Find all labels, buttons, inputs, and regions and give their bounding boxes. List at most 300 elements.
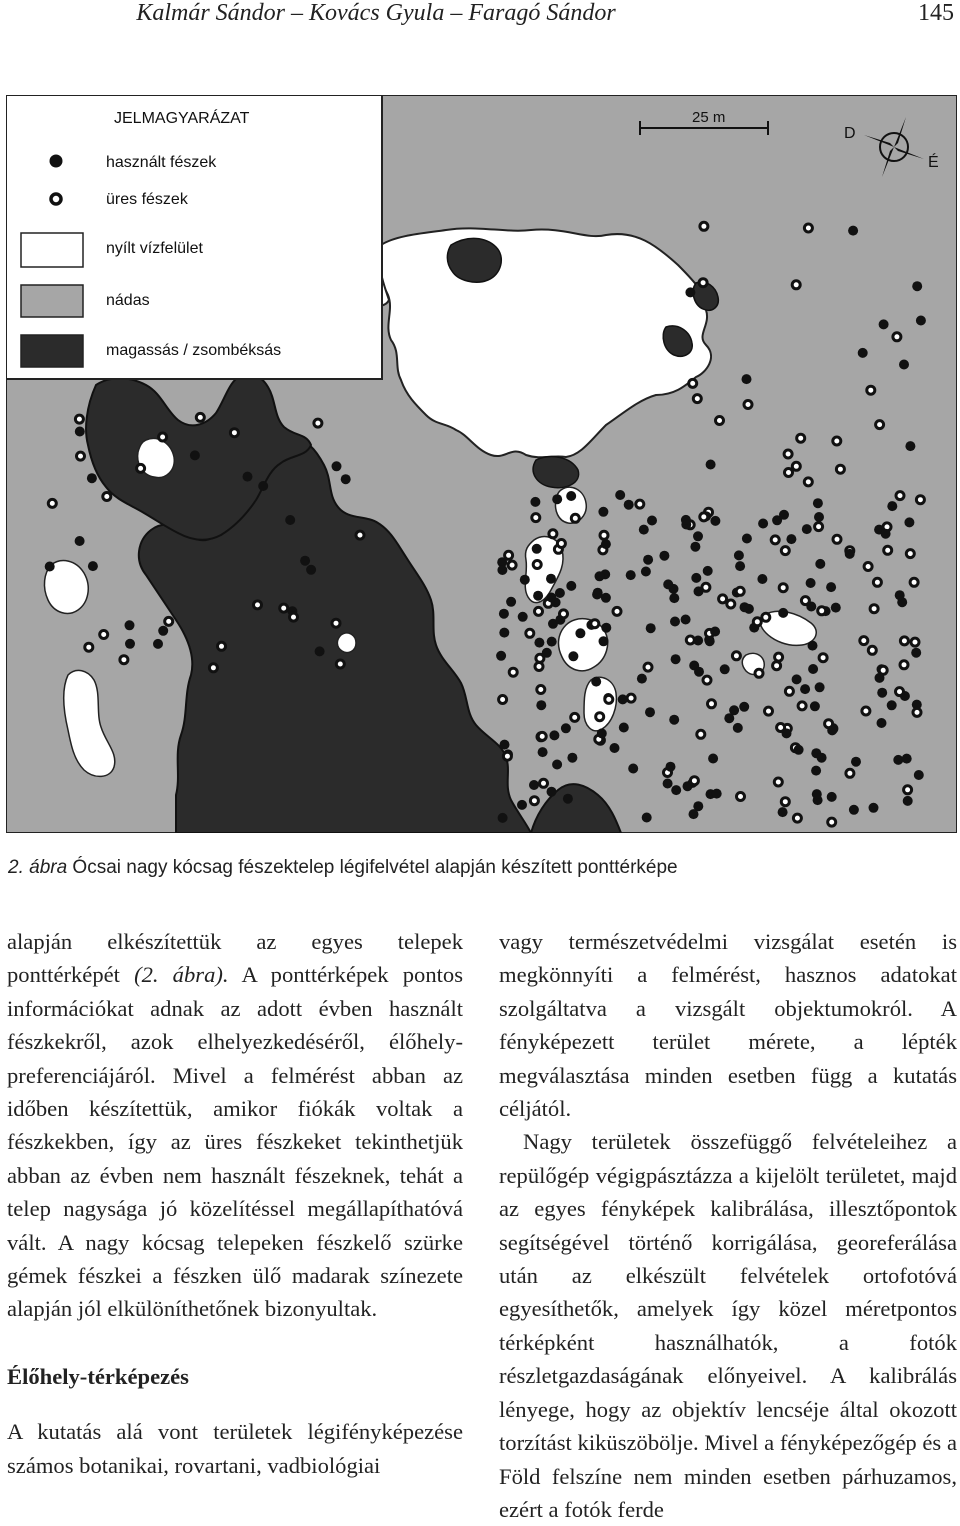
legend-used-nest-dot xyxy=(50,155,63,168)
used-nest-marker xyxy=(812,789,822,799)
used-nest-marker xyxy=(703,566,713,576)
used-nest-marker xyxy=(779,510,789,520)
empty-nest-marker xyxy=(356,531,364,539)
used-nest-marker xyxy=(499,609,509,619)
used-nest-marker xyxy=(601,593,611,603)
empty-nest-marker xyxy=(336,660,344,668)
figure-caption-text: Ócsai nagy kócsag fészektelep légifelvétel alapján készített ponttérképe xyxy=(67,857,678,878)
used-nest-marker xyxy=(637,674,647,684)
empty-nest-marker xyxy=(591,620,599,628)
used-nest-marker xyxy=(869,803,879,813)
empty-nest-marker xyxy=(571,514,579,522)
empty-nest-marker xyxy=(690,777,698,785)
empty-nest-marker xyxy=(860,637,868,645)
used-nest-marker xyxy=(794,745,804,755)
figure-caption-label: 2. ábra xyxy=(8,857,68,878)
used-nest-marker xyxy=(875,673,885,683)
used-nest-marker xyxy=(628,764,638,774)
used-nest-marker xyxy=(517,800,527,810)
empty-nest-marker xyxy=(290,613,298,621)
used-nest-marker xyxy=(810,701,820,711)
empty-nest-marker xyxy=(627,694,635,702)
empty-nest-marker xyxy=(862,707,870,715)
empty-nest-marker xyxy=(689,379,697,387)
empty-nest-marker xyxy=(744,401,752,409)
empty-nest-marker xyxy=(503,752,511,760)
used-nest-marker xyxy=(532,544,542,554)
used-nest-marker xyxy=(500,740,510,750)
used-nest-marker xyxy=(566,581,576,591)
used-nest-marker xyxy=(306,565,316,575)
empty-nest-marker xyxy=(719,595,727,603)
empty-nest-marker xyxy=(48,499,56,507)
scale-label: 25 m xyxy=(692,109,726,126)
empty-nest-marker xyxy=(868,646,876,654)
used-nest-marker xyxy=(827,725,837,735)
empty-nest-marker xyxy=(538,732,546,740)
empty-nest-marker xyxy=(508,561,516,569)
empty-nest-marker xyxy=(560,610,568,618)
empty-nest-marker xyxy=(700,222,708,230)
empty-nest-marker xyxy=(911,638,919,646)
used-nest-marker xyxy=(646,623,656,633)
used-nest-marker xyxy=(671,785,681,795)
empty-nest-marker xyxy=(916,496,924,504)
empty-nest-marker xyxy=(801,597,809,605)
used-nest-marker xyxy=(815,559,825,569)
used-nest-marker xyxy=(315,646,325,656)
used-nest-marker xyxy=(778,807,788,817)
legend-label-used-nest: használt fészek xyxy=(106,154,217,171)
used-nest-marker xyxy=(708,754,718,764)
used-nest-marker xyxy=(693,636,703,646)
figure-caption xyxy=(8,856,958,880)
empty-nest-marker xyxy=(85,643,93,651)
used-nest-marker xyxy=(848,226,858,236)
empty-nest-marker xyxy=(771,536,779,544)
empty-nest-marker xyxy=(815,523,823,531)
used-nest-marker xyxy=(681,515,691,525)
used-nest-marker xyxy=(659,551,669,561)
used-nest-marker xyxy=(190,450,200,460)
used-nest-marker xyxy=(902,754,912,764)
used-nest-marker xyxy=(881,529,891,539)
empty-nest-marker xyxy=(762,613,770,621)
empty-nest-marker xyxy=(753,618,761,626)
empty-nest-marker xyxy=(540,779,548,787)
used-nest-marker xyxy=(815,682,825,692)
empty-nest-marker xyxy=(804,478,812,486)
right-column xyxy=(499,925,957,1526)
right-paragraph-1: vagy természetvédelmi vizsgálat esetén is megkönnyíti a felmérést, hasznos adatokat szolgáltatva a vizsgált objektumokról. A fényképezett terület mérete, a lépték megválasztása minden esetben függ a kutatás céljától. xyxy=(499,929,957,1122)
used-nest-marker xyxy=(552,494,562,504)
used-nest-marker xyxy=(153,639,163,649)
empty-nest-marker xyxy=(75,415,83,423)
used-nest-marker xyxy=(685,287,695,297)
empty-nest-marker xyxy=(703,676,711,684)
empty-nest-marker xyxy=(779,584,787,592)
empty-nest-marker xyxy=(900,637,908,645)
used-nest-marker xyxy=(887,501,897,511)
empty-nest-marker xyxy=(904,786,912,794)
used-nest-marker xyxy=(814,512,824,522)
used-nest-marker xyxy=(811,766,821,776)
used-nest-marker xyxy=(75,536,85,546)
used-nest-marker xyxy=(710,627,720,637)
used-nest-marker xyxy=(877,718,887,728)
used-nest-marker xyxy=(506,597,516,607)
section-heading: Élőhely-térképezés xyxy=(7,1363,189,1389)
empty-nest-marker xyxy=(196,413,204,421)
empty-nest-marker xyxy=(549,530,557,538)
used-nest-marker xyxy=(643,555,653,565)
used-nest-marker xyxy=(735,561,745,571)
empty-nest-marker xyxy=(867,386,875,394)
used-nest-marker xyxy=(529,780,539,790)
empty-nest-marker xyxy=(775,653,783,661)
empty-nest-marker xyxy=(798,702,806,710)
empty-nest-marker xyxy=(536,654,544,662)
empty-nest-marker xyxy=(793,814,801,822)
empty-nest-marker xyxy=(209,664,217,672)
used-nest-marker xyxy=(546,574,556,584)
used-nest-marker xyxy=(905,441,915,451)
used-nest-marker xyxy=(610,743,620,753)
used-nest-marker xyxy=(893,755,903,765)
used-nest-marker xyxy=(903,796,913,806)
used-nest-marker xyxy=(566,491,576,501)
empty-nest-marker xyxy=(732,652,740,660)
empty-nest-marker xyxy=(846,769,854,777)
empty-nest-marker xyxy=(727,600,735,608)
used-nest-marker xyxy=(806,578,816,588)
used-nest-marker xyxy=(534,638,544,648)
used-nest-marker xyxy=(911,648,921,658)
used-nest-marker xyxy=(849,805,859,815)
used-nest-marker xyxy=(285,515,295,525)
empty-nest-marker xyxy=(697,730,705,738)
empty-nest-marker xyxy=(159,433,167,441)
empty-nest-marker xyxy=(819,654,827,662)
used-nest-marker xyxy=(912,281,922,291)
used-nest-marker xyxy=(497,565,507,575)
used-nest-marker xyxy=(547,787,557,797)
empty-nest-marker xyxy=(314,419,322,427)
empty-nest-marker xyxy=(505,551,513,559)
legend-empty-nest-dot xyxy=(51,194,61,204)
empty-nest-marker xyxy=(833,437,841,445)
used-nest-marker xyxy=(813,498,823,508)
used-nest-marker xyxy=(693,801,703,811)
empty-nest-marker xyxy=(596,713,604,721)
used-nest-marker xyxy=(563,794,573,804)
used-nest-marker xyxy=(757,574,767,584)
empty-nest-marker xyxy=(774,778,782,786)
used-nest-marker xyxy=(786,534,796,544)
used-nest-marker xyxy=(739,702,749,712)
empty-nest-marker xyxy=(884,546,892,554)
empty-nest-marker xyxy=(699,279,707,287)
used-nest-marker xyxy=(706,460,716,470)
used-nest-marker xyxy=(615,490,625,500)
empty-nest-marker xyxy=(833,535,841,543)
empty-nest-marker xyxy=(873,578,881,586)
used-nest-marker xyxy=(916,316,926,326)
empty-nest-marker xyxy=(532,514,540,522)
empty-nest-marker xyxy=(103,493,111,501)
legend-label-reed: nádas xyxy=(106,292,150,309)
used-nest-marker xyxy=(518,612,528,622)
legend-reed-swatch xyxy=(21,285,83,317)
used-nest-marker xyxy=(595,571,605,581)
empty-nest-marker xyxy=(864,563,872,571)
empty-nest-marker xyxy=(332,619,340,627)
used-nest-marker xyxy=(669,715,679,725)
legend-sedge-swatch xyxy=(21,335,83,367)
used-nest-marker xyxy=(740,602,750,612)
empty-nest-marker xyxy=(499,696,507,704)
used-nest-marker xyxy=(561,723,571,733)
used-nest-marker xyxy=(575,628,585,638)
used-nest-marker xyxy=(619,723,629,733)
empty-nest-marker xyxy=(836,465,844,473)
empty-nest-marker xyxy=(636,500,644,508)
empty-nest-marker xyxy=(785,469,793,477)
empty-nest-marker xyxy=(165,617,173,625)
empty-nest-marker xyxy=(913,708,921,716)
used-nest-marker xyxy=(300,556,310,566)
used-nest-marker xyxy=(827,792,837,802)
used-nest-marker xyxy=(496,651,506,661)
empty-nest-marker xyxy=(537,686,545,694)
used-nest-marker xyxy=(567,753,577,763)
used-nest-marker xyxy=(536,700,546,710)
empty-nest-marker xyxy=(708,700,716,708)
used-nest-marker xyxy=(904,517,914,527)
used-nest-marker xyxy=(87,473,97,483)
empty-nest-marker xyxy=(530,797,538,805)
map-legend xyxy=(6,95,382,379)
used-nest-marker xyxy=(792,674,802,684)
used-nest-marker xyxy=(547,637,557,647)
used-nest-marker xyxy=(125,639,135,649)
used-nest-marker xyxy=(618,694,628,704)
empty-nest-marker xyxy=(557,540,565,548)
used-nest-marker xyxy=(158,626,168,636)
used-nest-marker xyxy=(332,461,342,471)
empty-nest-marker xyxy=(509,668,517,676)
used-nest-marker xyxy=(845,549,855,559)
empty-nest-marker xyxy=(893,333,901,341)
empty-nest-marker xyxy=(533,561,541,569)
used-nest-marker xyxy=(733,723,743,733)
left-paragraph-1 xyxy=(7,925,463,1326)
used-nest-marker xyxy=(568,651,578,661)
used-nest-marker xyxy=(549,730,559,740)
used-nest-marker xyxy=(663,579,673,589)
empty-nest-marker xyxy=(137,464,145,472)
legend-water-swatch xyxy=(21,233,83,267)
used-nest-marker xyxy=(705,636,715,646)
used-nest-marker xyxy=(626,570,636,580)
used-nest-marker xyxy=(599,636,609,646)
used-nest-marker xyxy=(681,615,691,625)
used-nest-marker xyxy=(88,561,98,571)
empty-nest-marker xyxy=(910,578,918,586)
used-nest-marker xyxy=(75,427,85,437)
left-p1-text-b: A ponttérképek pontos információkat adnak az adott évben használt fészkekről, azok elhelyezkedéséről, élőhely-preferenciájáról. Mivel a felmérést abban az időben készítettük, amikor fiókák voltak a fészkekben, így az üres fészkeket tekinthetjük abban az évben nem használt fészeknek, tehát a telep nagysága jó közelítéssel megállapíthatóvá vált. A nagy kócsag telepeken fészkelő szürke gémek fészkei a fészken ülő madarak színezete alapján jól elkülöníthetőnek bizonyultak. xyxy=(7,962,463,1322)
used-nest-marker xyxy=(530,497,540,507)
used-nest-marker xyxy=(802,524,812,534)
empty-nest-marker xyxy=(797,434,805,442)
page-number: 145 xyxy=(918,0,954,26)
empty-nest-marker xyxy=(693,395,701,403)
legend-title: JELMAGYARÁZAT xyxy=(114,110,250,127)
legend-label-empty-nest: üres fészek xyxy=(106,191,188,208)
empty-nest-marker xyxy=(700,513,708,521)
used-nest-marker xyxy=(598,507,608,517)
used-nest-marker xyxy=(858,348,868,358)
used-nest-marker xyxy=(669,593,679,603)
figure-reference: (2. ábra). xyxy=(134,962,229,988)
used-nest-marker xyxy=(693,531,703,541)
used-nest-marker xyxy=(808,641,818,651)
used-nest-marker xyxy=(546,593,556,603)
empty-nest-marker xyxy=(876,421,884,429)
empty-nest-marker xyxy=(686,636,694,644)
empty-nest-marker xyxy=(792,281,800,289)
used-nest-marker xyxy=(877,688,887,698)
empty-nest-marker xyxy=(280,604,288,612)
legend-label-water: nyílt vízfelület xyxy=(106,240,203,257)
used-nest-marker xyxy=(641,567,651,577)
empty-nest-marker xyxy=(737,793,745,801)
empty-nest-marker xyxy=(906,550,914,558)
used-nest-marker xyxy=(742,374,752,384)
empty-nest-marker xyxy=(535,607,543,615)
empty-nest-marker xyxy=(736,587,744,595)
used-nest-marker xyxy=(831,603,841,613)
right-paragraph-2: Nagy területek összefüggő felvételeihez a repülőgép végigpásztázza a kijelölt területet, majd az egyes fényképek kalibrálása, illesztőpontok segítségével történő korrigálása, georeferálása után az elkészült felvételek ortofotóvá egyesíthetők, amelyek így közel méretpontos térképként használhatók, a fotók részletgazdaságának előnyeivel. A kalibrálás lényege, hogy az objektív lencséje által okozott torzítást kiküszöbölje. Mivel a fényképezőgép és a Föld felszíne nem minden esetben párhuzamos, ezért a fotók ferde xyxy=(499,1129,957,1522)
used-nest-marker xyxy=(879,319,889,329)
empty-nest-marker xyxy=(702,583,710,591)
used-nest-marker xyxy=(914,770,924,780)
used-nest-marker xyxy=(597,728,607,738)
used-nest-marker xyxy=(734,550,744,560)
used-nest-marker xyxy=(243,472,253,482)
used-nest-marker xyxy=(645,707,655,717)
used-nest-marker xyxy=(800,684,810,694)
used-nest-marker xyxy=(724,713,734,723)
legend-label-sedge: magassás / zsombéksás xyxy=(106,342,282,359)
used-nest-marker xyxy=(601,623,611,633)
empty-nest-marker xyxy=(818,607,826,615)
empty-nest-marker xyxy=(605,695,613,703)
used-nest-marker xyxy=(552,760,562,770)
empty-nest-marker xyxy=(870,605,878,613)
used-nest-marker xyxy=(639,525,649,535)
empty-nest-marker xyxy=(792,462,800,470)
used-nest-marker xyxy=(694,667,704,677)
used-nest-marker xyxy=(851,757,861,767)
empty-nest-marker xyxy=(900,661,908,669)
used-nest-marker xyxy=(601,539,611,549)
used-nest-marker xyxy=(782,728,792,738)
used-nest-marker xyxy=(591,677,601,687)
used-nest-marker xyxy=(670,617,680,627)
used-nest-marker xyxy=(817,753,827,763)
sedge-island-1 xyxy=(447,238,501,282)
running-header-authors: Kalmár Sándor – Kovács Gyula – Faragó Sándor xyxy=(136,0,616,26)
empty-nest-marker xyxy=(773,662,781,670)
empty-nest-marker xyxy=(784,450,792,458)
compass-right-label: É xyxy=(928,154,939,171)
used-nest-marker xyxy=(520,575,530,585)
empty-nest-marker xyxy=(77,452,85,460)
water-patch-small-1 xyxy=(337,633,356,653)
empty-nest-marker xyxy=(828,818,836,826)
used-nest-marker xyxy=(691,573,701,583)
empty-nest-marker xyxy=(526,629,534,637)
empty-nest-marker xyxy=(644,663,652,671)
used-nest-marker xyxy=(533,591,543,601)
empty-nest-marker xyxy=(716,417,724,425)
empty-nest-marker xyxy=(781,798,789,806)
used-nest-marker xyxy=(647,516,657,526)
empty-nest-marker xyxy=(896,492,904,500)
used-nest-marker xyxy=(642,813,652,823)
empty-nest-marker xyxy=(781,547,789,555)
used-nest-marker xyxy=(826,582,836,592)
empty-nest-marker xyxy=(120,656,128,664)
empty-nest-marker xyxy=(254,601,262,609)
empty-nest-marker xyxy=(571,713,579,721)
used-nest-marker xyxy=(758,519,768,529)
used-nest-marker xyxy=(341,474,351,484)
used-nest-marker xyxy=(663,779,673,789)
used-nest-marker xyxy=(808,664,818,674)
used-nest-marker xyxy=(555,588,565,598)
left-paragraph-2: A kutatás alá vont területek légifényképezése számos botanikai, rovartani, vadbiológiai xyxy=(7,1419,463,1478)
used-nest-marker xyxy=(720,664,730,674)
used-nest-marker xyxy=(125,620,135,630)
left-p1-text-a: alapján elkészítettük az egyes telepek ponttérképét xyxy=(7,929,463,988)
used-nest-marker xyxy=(538,747,548,757)
used-nest-marker xyxy=(498,813,508,823)
used-nest-marker xyxy=(666,762,676,772)
used-nest-marker xyxy=(499,628,509,638)
empty-nest-marker xyxy=(755,669,763,677)
used-nest-marker xyxy=(712,789,722,799)
empty-nest-marker xyxy=(230,429,238,437)
empty-nest-marker xyxy=(218,642,226,650)
empty-nest-marker xyxy=(600,531,608,539)
used-nest-marker xyxy=(624,500,634,510)
used-nest-marker xyxy=(710,516,720,526)
used-nest-marker xyxy=(258,481,268,491)
empty-nest-marker xyxy=(100,631,108,639)
used-nest-marker xyxy=(45,562,55,572)
used-nest-marker xyxy=(895,590,905,600)
empty-nest-marker xyxy=(785,687,793,695)
compass-left-label: D xyxy=(844,125,856,142)
used-nest-marker xyxy=(671,654,681,664)
nest-colony-map xyxy=(6,95,957,833)
used-nest-marker xyxy=(899,360,909,370)
used-nest-marker xyxy=(887,700,897,710)
used-nest-marker xyxy=(778,608,788,618)
used-nest-marker xyxy=(592,590,602,600)
